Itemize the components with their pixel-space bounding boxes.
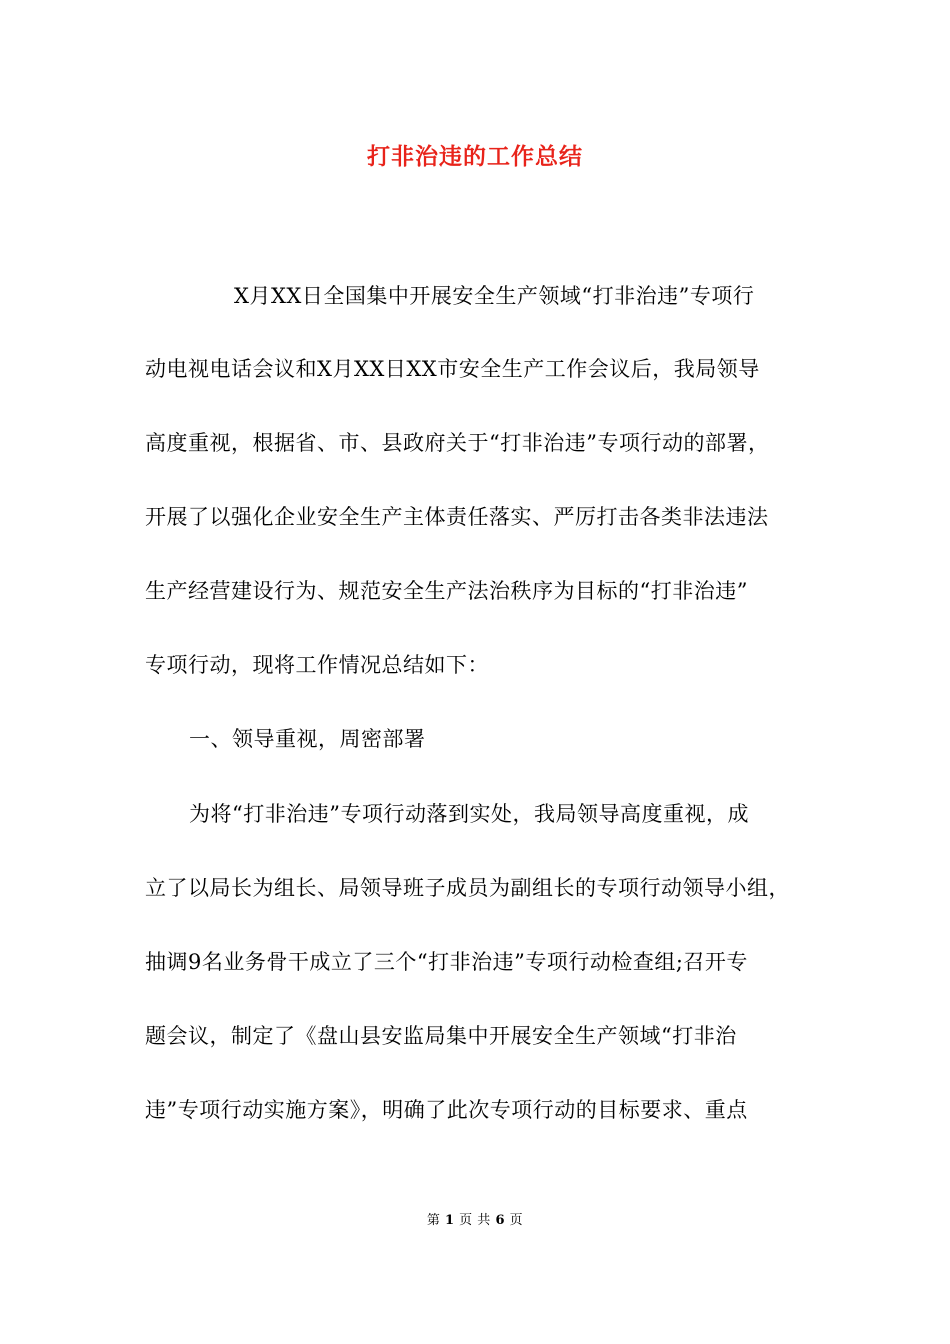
paragraph-line: 专项行动，现将工作情况总结如下： (145, 653, 489, 677)
footer-middle: 页 共 (459, 1213, 491, 1228)
paragraph-line: 生产经营建设行为、规范安全生产法治秩序为目标的“打非治违” (145, 579, 748, 603)
footer-suffix: 页 (509, 1213, 524, 1228)
total-page-number: 6 (495, 1213, 505, 1228)
paragraph-line: 开展了以强化企业安全生产主体责任落实、严厉打击各类非法违法 (145, 505, 769, 529)
paragraph-line: X月XX日全国集中开展安全生产领域“打非治违”专项行 (234, 284, 755, 308)
paragraph-line: 高度重视，根据省、市、县政府关于“打非治违”专项行动的部署， (145, 431, 770, 455)
page-footer (0, 1209, 950, 1228)
footer-prefix: 第 (426, 1213, 441, 1228)
paragraph-line: 为将“打非治违”专项行动落到实处，我局领导高度重视，成 (189, 802, 749, 826)
section-heading: 一、领导重视，周密部署 (189, 727, 426, 751)
paragraph-line: 违”专项行动实施方案》，明确了此次专项行动的目标要求、重点 (145, 1098, 748, 1122)
document-title: 打非治违的工作总结 (367, 143, 583, 170)
paragraph-line: 立了以局长为组长、局领导班子成员为副组长的专项行动领导小组， (145, 876, 790, 900)
current-page-number: 1 (444, 1213, 455, 1228)
paragraph-line: 题会议，制定了《盘山县安监局集中开展安全生产领域“打非治 (145, 1024, 737, 1048)
paragraph-line: 抽调9名业务骨干成立了三个“打非治违”专项行动检查组;召开专 (145, 950, 748, 974)
paragraph-line: 动电视电话会议和X月XX日XX市安全生产工作会议后，我局领导 (145, 357, 760, 381)
